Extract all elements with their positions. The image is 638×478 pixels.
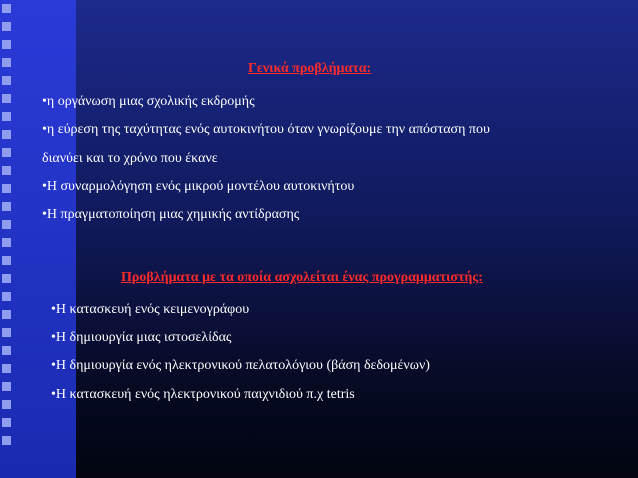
section2-heading: Προβλήματα με τα οποία ασχολείται ένας προγραμματιστής: [121,270,483,285]
section1-item: •Η πραγματοποίηση μιας χημικής αντίδρασης [42,207,300,222]
section1-item-continuation: διανύει και το χρόνο που έκανε [42,151,218,166]
section2-item: •Η δημιουργία ενός ηλεκτρονικού πελατολόγιου (βάση δεδομένων) [51,358,430,373]
section1-heading: Γενικά προβλήματα: [248,61,372,76]
section1-item: •η οργάνωση μιας σχολικής εκδρομής [42,94,255,109]
section2-item: •Η κατασκευή ενός ηλεκτρονικού παιχνιδιού π.χ tetris [51,387,355,402]
section1-item: •η εύρεση της ταχύτητας ενός αυτοκινήτου όταν γνωρίζουμε την απόσταση που [42,122,490,137]
section2-item: •Η δημιουργία μιας ιστοσελίδας [51,330,232,345]
section2-item: •Η κατασκευή ενός κειμενογράφου [51,302,250,317]
section1-item: •Η συναρμολόγηση ενός μικρού μοντέλου αυτοκινήτου [42,179,355,194]
